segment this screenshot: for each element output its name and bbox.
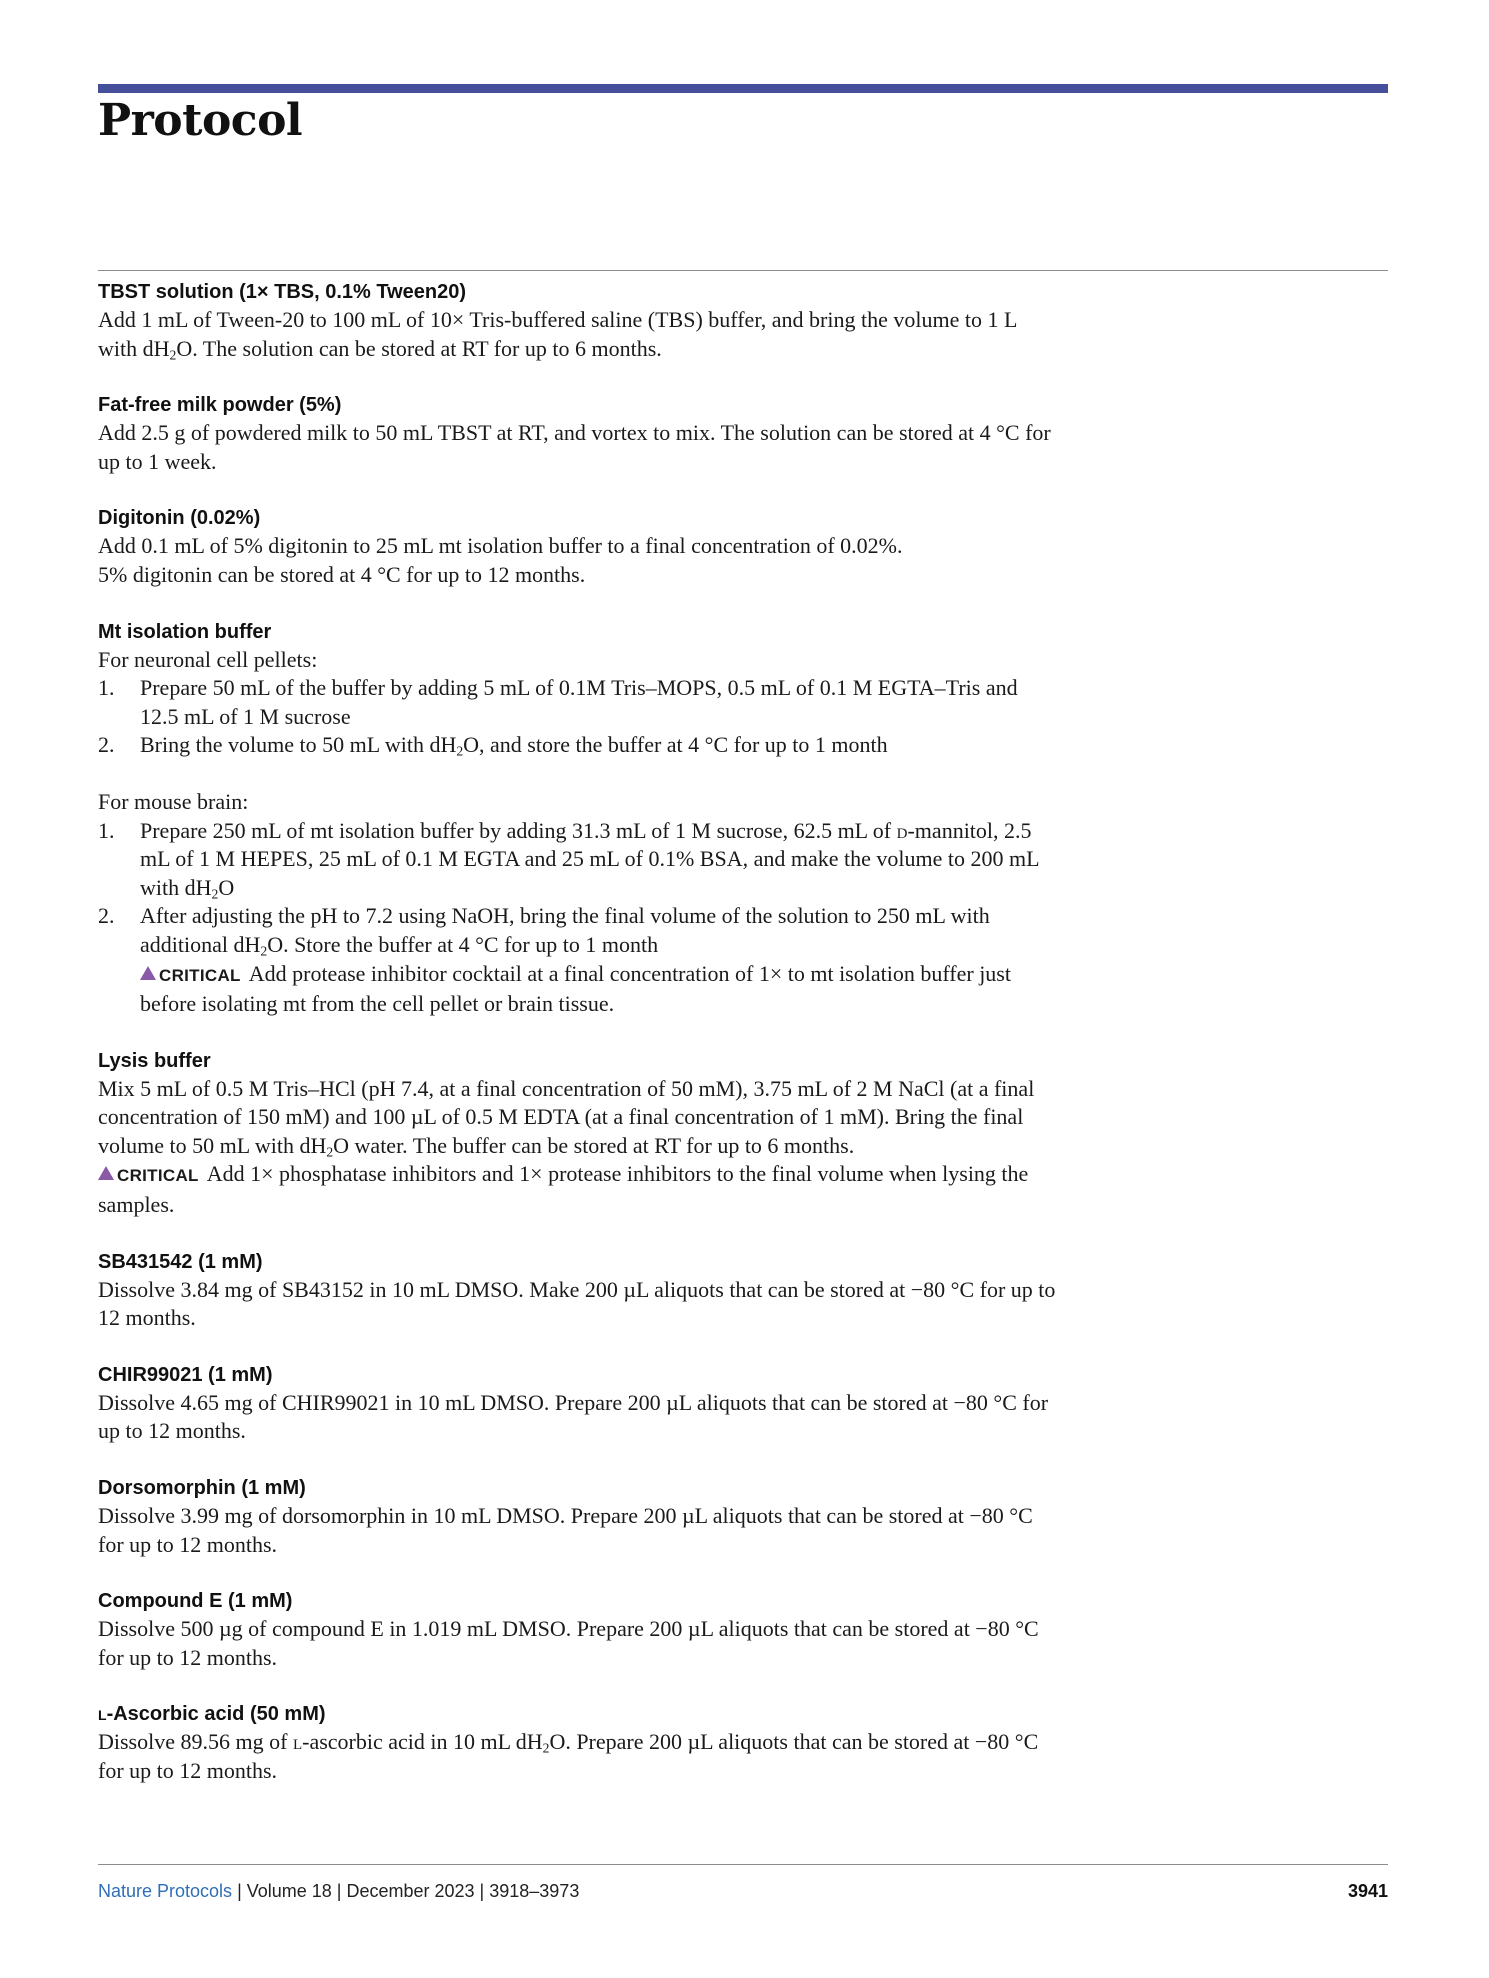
section-mt-isolation-buffer — [98, 618, 1058, 1019]
critical-text: Add protease inhibitor cocktail at a final concentration of 1× to mt isolation buffer just before isolating mt from the cell pellet or brain tissue. — [140, 960, 1011, 1017]
top-divider — [98, 270, 1388, 271]
page-footer — [98, 1878, 1388, 1904]
reagent-setup-content — [98, 278, 1058, 1814]
section-tbst — [98, 278, 1058, 363]
section-text: Dissolve 3.84 mg of SB43152 in 10 mL DMSO. Make 200 µL aliquots that can be stored at −80 °C for up to 12 months. — [98, 1276, 1056, 1331]
critical-text: Add 1× phosphatase inhibitors and 1× protease inhibitors to the final volume when lysing the samples. — [98, 1161, 1029, 1218]
section-lysis-buffer — [98, 1047, 1058, 1220]
section-compound-e — [98, 1587, 1058, 1672]
section-heading: Digitonin (0.02%) — [98, 507, 261, 530]
section-sb431542 — [98, 1248, 1058, 1333]
page-title: Protocol — [98, 95, 303, 146]
section-dorsomorphin — [98, 1474, 1058, 1559]
section-text: Dissolve 4.65 mg of CHIR99021 in 10 mL DMSO. Prepare 200 µL aliquots that can be stored at −80 °C for up to 12 months. — [98, 1389, 1049, 1444]
brain-steps — [98, 817, 1058, 1019]
list-item: 2. After adjusting the pH to 7.2 using NaOH, bring the final volume of the solution to 250 mL with additional $dH_2O$. Store the buffer at 4 °C for up to 1 month CRITICAL Add protease inhibitor cocktail at a final concentration of 1× to mt isolation buffer just before isolating mt from the cell pellet or brain tissue. — [98, 903, 1011, 1017]
section-heading: Dorsomorphin (1 mM) — [98, 1477, 306, 1500]
neuronal-intro: For neuronal cell pellets: — [98, 646, 318, 672]
list-item: 2. Bring the volume to 50 mL with $dH_2O$, and store the buffer at 4 °C for up to 1 month — [98, 732, 888, 759]
section-heading: Fat-free milk powder (5%) — [98, 394, 342, 417]
section-heading: TBST solution (1× TBS, 0.1% Tween20) — [98, 281, 467, 303]
section-text-line2: 5% digitonin can be stored at 4 °C for up to 12 months. — [98, 561, 586, 587]
section-milk-powder — [98, 391, 1058, 476]
section-text: Mix 5 mL of 0.5 M Tris–HCl (pH 7.4, at a final concentration of 50 mM), 3.75 mL of 2 M NaCl (at a final concentration of 150 mM) and 100 µL of 0.5 M EDTA (at a final concentration of 1 mM). Bring the final volume to 50 mL with $dH_2O$ water. The buffer can be stored at RT for up to 6 months. — [98, 1075, 1035, 1160]
section-text: Dissolve 89.56 mg of l-ascorbic acid in 10 mL $dH_2O$. Prepare 200 µL aliquots that can be stored at −80 °C for up to 12 months. — [98, 1729, 1039, 1783]
critical-note — [98, 1160, 1058, 1219]
section-chir99021 — [98, 1361, 1058, 1446]
section-heading: SB431542 (1 mM) — [98, 1250, 263, 1273]
critical-triangle-icon — [140, 966, 156, 980]
critical-label: CRITICAL — [117, 1166, 199, 1186]
section-heading: Mt isolation buffer — [98, 620, 272, 643]
section-text: Add 2.5 g of powdered milk to 50 mL TBST at RT, and vortex to mix. The solution can be stored at 4 °C for up to 1 week. — [98, 420, 1051, 474]
issue-details: | Volume 18 | December 2023 | 3918–3973 — [232, 1881, 580, 1901]
section-heading: Lysis buffer — [98, 1049, 211, 1072]
section-text: Dissolve 500 µg of compound E in 1.019 mL DMSO. Prepare 200 µL aliquots that can be stored at −80 °C for up to 12 months. — [98, 1616, 1039, 1670]
critical-triangle-icon — [98, 1166, 114, 1180]
section-text: Add 1 mL of Tween-20 to 100 mL of 10× Tris-buffered saline (TBS) buffer, and bring the volume to 1 L with $dH_2O$. The solution can be stored at RT for up to 6 months. — [98, 307, 1017, 362]
section-heading: CHIR99021 (1 mM) — [98, 1363, 273, 1386]
section-text: Dissolve 3.99 mg of dorsomorphin in 10 mL DMSO. Prepare 200 µL aliquots that can be stored at −80 °C for up to 12 months. — [98, 1503, 1033, 1557]
section-heading: l-Ascorbic acid (50 mM) — [98, 1703, 326, 1726]
brain-intro: For mouse brain: — [98, 788, 249, 814]
header-color-bar — [98, 84, 1388, 93]
page-number: 3941 — [1347, 1881, 1388, 1901]
bottom-divider — [98, 1864, 1388, 1865]
critical-label: CRITICAL — [159, 965, 241, 985]
neuronal-steps — [98, 674, 1058, 760]
section-ascorbic-acid — [98, 1700, 1058, 1785]
section-heading: Compound E (1 mM) — [98, 1590, 293, 1613]
list-item: 1. Prepare 50 mL of the buffer by adding 5 mL of 0.1M Tris–MOPS, 0.5 mL of 0.1 M EGTA–Tris and 12.5 mL of 1 M sucrose — [98, 675, 1018, 729]
list-item: 1. Prepare 250 mL of mt isolation buffer by adding 31.3 mL of 1 M sucrose, 62.5 mL of d-mannitol, 2.5 mL of 1 M HEPES, 25 mL of 0.1 M EGTA and 25 mL of 0.1% BSA, and make the volume to 200 mL with $dH_2O$ — [98, 817, 1039, 902]
section-digitonin — [98, 504, 1058, 589]
section-text-line1: Add 0.1 mL of 5% digitonin to 25 mL mt isolation buffer to a final concentration of 0.02%. — [98, 533, 903, 559]
journal-name: Nature Protocols — [98, 1881, 233, 1901]
